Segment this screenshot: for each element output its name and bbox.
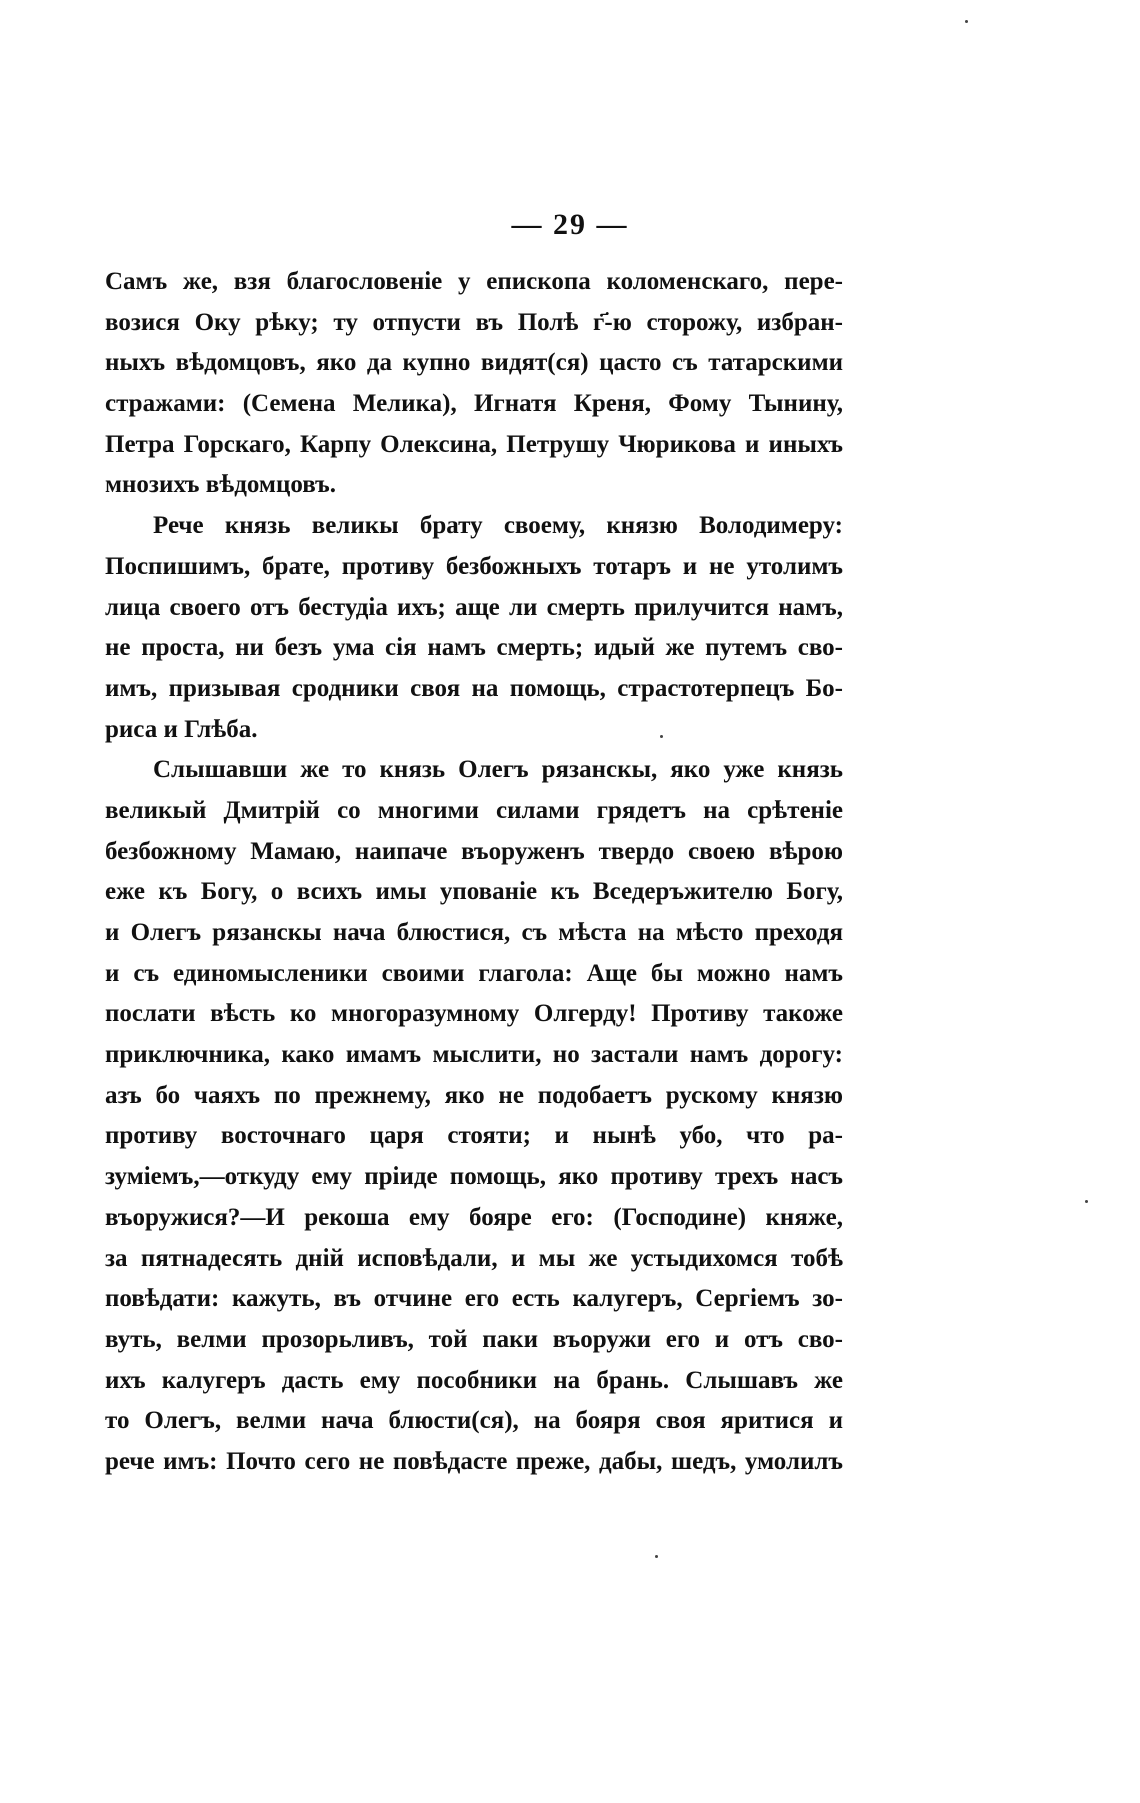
- text-line: Поспишимъ, брате, противу безбожныхъ тотаръ и не утолимъ: [105, 552, 843, 580]
- scan-speck: [1085, 1200, 1088, 1203]
- body-text: [105, 262, 843, 1483]
- text-line: зуміемъ,—откуду ему пріиде помощь, яко противу трехъ насъ: [105, 1163, 843, 1191]
- text-line: риса и Глѣба.: [105, 715, 258, 743]
- text-line: и съ единомысленики своими глагола: Аще бы можно намъ: [105, 959, 843, 987]
- paragraph-2: [105, 506, 843, 750]
- paragraph-3: [105, 750, 843, 1482]
- text-line: за пятнадесять дній исповѣдали, и мы же устыдихомся тобѣ: [105, 1244, 843, 1272]
- text-line: азъ бо чаяхъ по прежнему, яко не подобаетъ рускому князю: [105, 1081, 843, 1109]
- text-line: и Олегъ рязанскы нача блюстися, съ мѣста на мѣсто преходя: [105, 919, 843, 946]
- page-number: — 29 —: [511, 208, 629, 241]
- text-line: еже къ Богу, о всихъ имы упованіе къ Вседеръжителю Богу,: [105, 878, 843, 906]
- text-line: послати вѣсть ко многоразумному Олгерду! Противу такоже: [105, 1000, 843, 1028]
- text-line: стражами: (Семена Мелика), Игнатя Креня, Фому Тынину,: [105, 390, 843, 418]
- text-line: Рече князь великы брату своему, князю Володимеру:: [153, 512, 843, 540]
- scan-speck: [655, 1555, 658, 1558]
- scan-speck: [965, 20, 968, 23]
- text-line: безбожному Мамаю, наипаче въоруженъ твердо своею вѣрою: [105, 837, 843, 865]
- text-line: Слышавши же то князь Олегъ рязанскы, яко уже князь: [153, 756, 843, 784]
- text-line: возися Оку рѣку; ту отпусти въ Полѣ г҃-ю сторожу, избран-: [105, 308, 843, 336]
- text-line: противу восточнаго царя стояти; и нынѣ убо, что ра-: [105, 1122, 843, 1150]
- text-line: повѣдати: кажуть, въ отчине его есть калугеръ, Сергіемъ зо-: [105, 1285, 843, 1313]
- text-line: имъ, призывая сродники своя на помощь, страстотерпецъ Бо-: [105, 674, 843, 702]
- text-line: лица своего отъ бестудіа ихъ; аще ли смерть прилучится намъ,: [105, 593, 843, 621]
- text-line: Самъ же, взя благословеніе у епископа коломенскаго, пере-: [105, 268, 843, 295]
- text-line: Петра Горскаго, Карпу Олексина, Петрушу Чюрикова и иныхъ: [105, 430, 843, 458]
- text-line: то Олегъ, велми нача блюсти(ся), на бояря своя яритися и: [105, 1407, 843, 1435]
- text-line: ныхъ вѣдомцовъ, яко да купно видят(ся) цасто съ татарскими: [105, 349, 843, 377]
- text-line: ихъ калугеръ дасть ему пособники на брань. Слышавъ же: [105, 1366, 843, 1394]
- paragraph-1: [105, 262, 843, 506]
- scan-speck: [660, 735, 663, 738]
- text-line: вуть, велми прозорьливъ, той паки въоружи его и отъ сво-: [105, 1325, 843, 1353]
- text-line: не проста, ни безъ ума сія намъ смерть; идый же путемъ сво-: [105, 634, 843, 662]
- text-line: рече имъ: Почто сего не повѣдасте преже, дабы, шедъ, умолилъ: [105, 1447, 843, 1475]
- text-line: приключника, како имамъ мыслити, но застали намъ дорогу:: [105, 1041, 843, 1069]
- text-line: великый Дмитрій со многими силами грядетъ на срѣтеніе: [105, 796, 843, 824]
- text-line: въоружися?—И рекоша ему бояре его: (Господине) княже,: [105, 1203, 843, 1231]
- text-line: мнозихъ вѣдомцовъ.: [105, 471, 336, 499]
